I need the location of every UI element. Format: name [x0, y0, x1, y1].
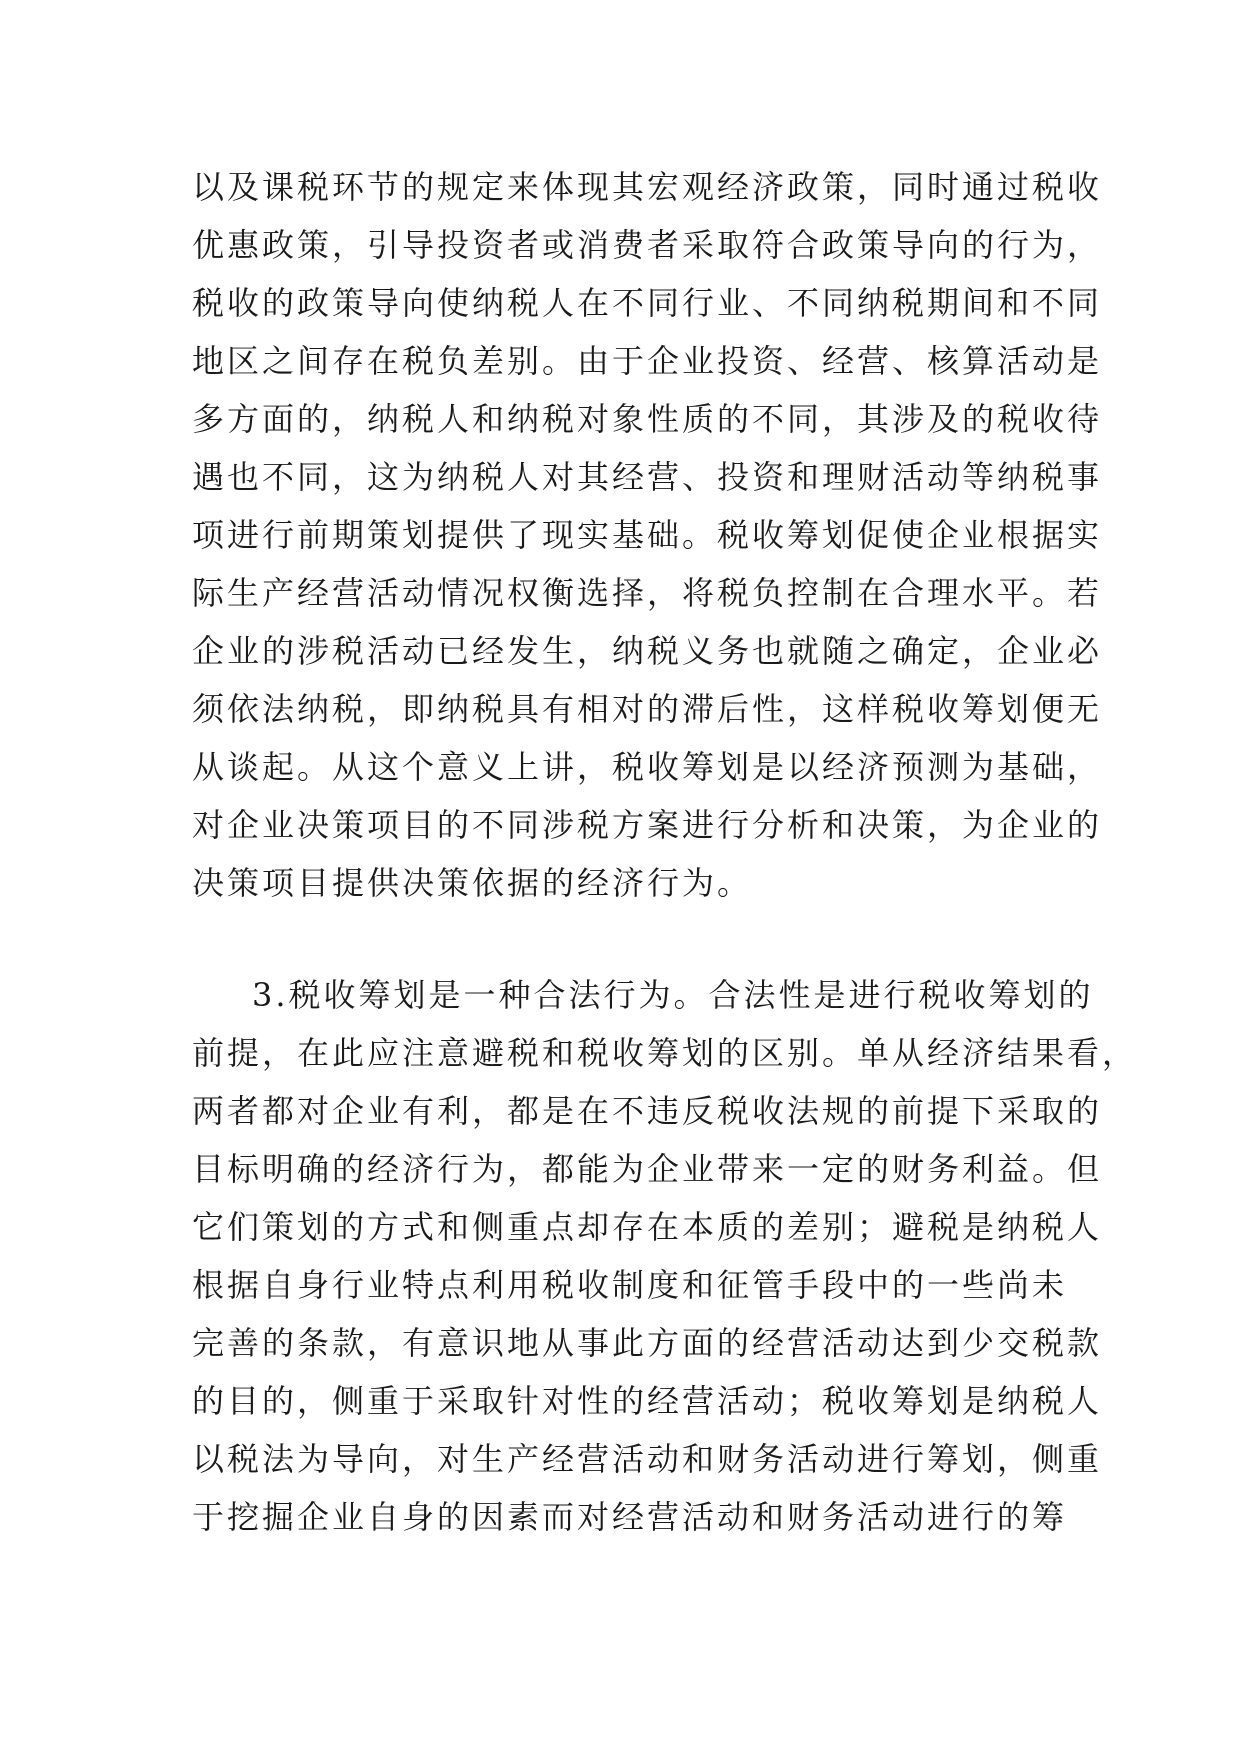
paragraph-2	[192, 966, 1138, 1546]
paragraph-line: 以税法为导向，对生产经营活动和财务活动进行筹划，侧重	[192, 1440, 1103, 1478]
paragraph-line: 对企业决策项目的不同涉税方案进行分析和决策，为企业的	[192, 806, 1103, 844]
paragraph-line: 它们策划的方式和侧重点却存在本质的差别；避税是纳税人	[192, 1208, 1103, 1246]
paragraph-line: 须依法纳税，即纳税具有相对的滞后性，这样税收筹划便无	[192, 690, 1103, 728]
paragraph-line: 以及课税环节的规定来体现其宏观经济政策，同时通过税收	[192, 168, 1103, 206]
paragraph-line: 于挖掘企业自身的因素而对经营活动和财务活动进行的筹	[192, 1498, 1068, 1536]
paragraph-line: 项进行前期策划提供了现实基础。税收筹划促使企业根据实	[192, 516, 1103, 554]
paragraph-line: 多方面的，纳税人和纳税对象性质的不同，其涉及的税收待	[192, 400, 1103, 438]
paragraph-line: 两者都对企业有利，都是在不违反税收法规的前提下采取的	[192, 1092, 1103, 1130]
paragraph-line: 地区之间存在税负差别。由于企业投资、经营、核算活动是	[192, 342, 1103, 380]
paragraph-line: 从谈起。从这个意义上讲，税收筹划是以经济预测为基础，	[192, 748, 1103, 786]
paragraph-1	[192, 158, 1103, 912]
paragraph-line: 际生产经营活动情况权衡选择，将税负控制在合理水平。若	[192, 574, 1103, 612]
paragraph-line: 遇也不同，这为纳税人对其经营、投资和理财活动等纳税事	[192, 458, 1103, 496]
paragraph-line: 3.税收筹划是一种合法行为。合法性是进行税收筹划的	[252, 976, 1094, 1014]
paragraph-line: 的目的，侧重于采取针对性的经营活动；税收筹划是纳税人	[192, 1382, 1103, 1420]
paragraph-line: 根据自身行业特点利用税收制度和征管手段中的一些尚未	[192, 1266, 1068, 1304]
paragraph-line: 税收的政策导向使纳税人在不同行业、不同纳税期间和不同	[192, 284, 1103, 322]
paragraph-line: 前提，在此应注意避税和税收筹划的区别。单从经济结果看，	[192, 1034, 1138, 1072]
paragraph-line: 完善的条款，有意识地从事此方面的经营活动达到少交税款	[192, 1324, 1103, 1362]
paragraph-line: 决策项目提供决策依据的经济行为。	[192, 864, 753, 902]
paragraph-line: 优惠政策，引导投资者或消费者采取符合政策导向的行为，	[192, 226, 1103, 264]
paragraph-line: 企业的涉税活动已经发生，纳税义务也就随之确定，企业必	[192, 632, 1103, 670]
paragraph-line: 目标明确的经济行为，都能为企业带来一定的财务利益。但	[192, 1150, 1103, 1188]
